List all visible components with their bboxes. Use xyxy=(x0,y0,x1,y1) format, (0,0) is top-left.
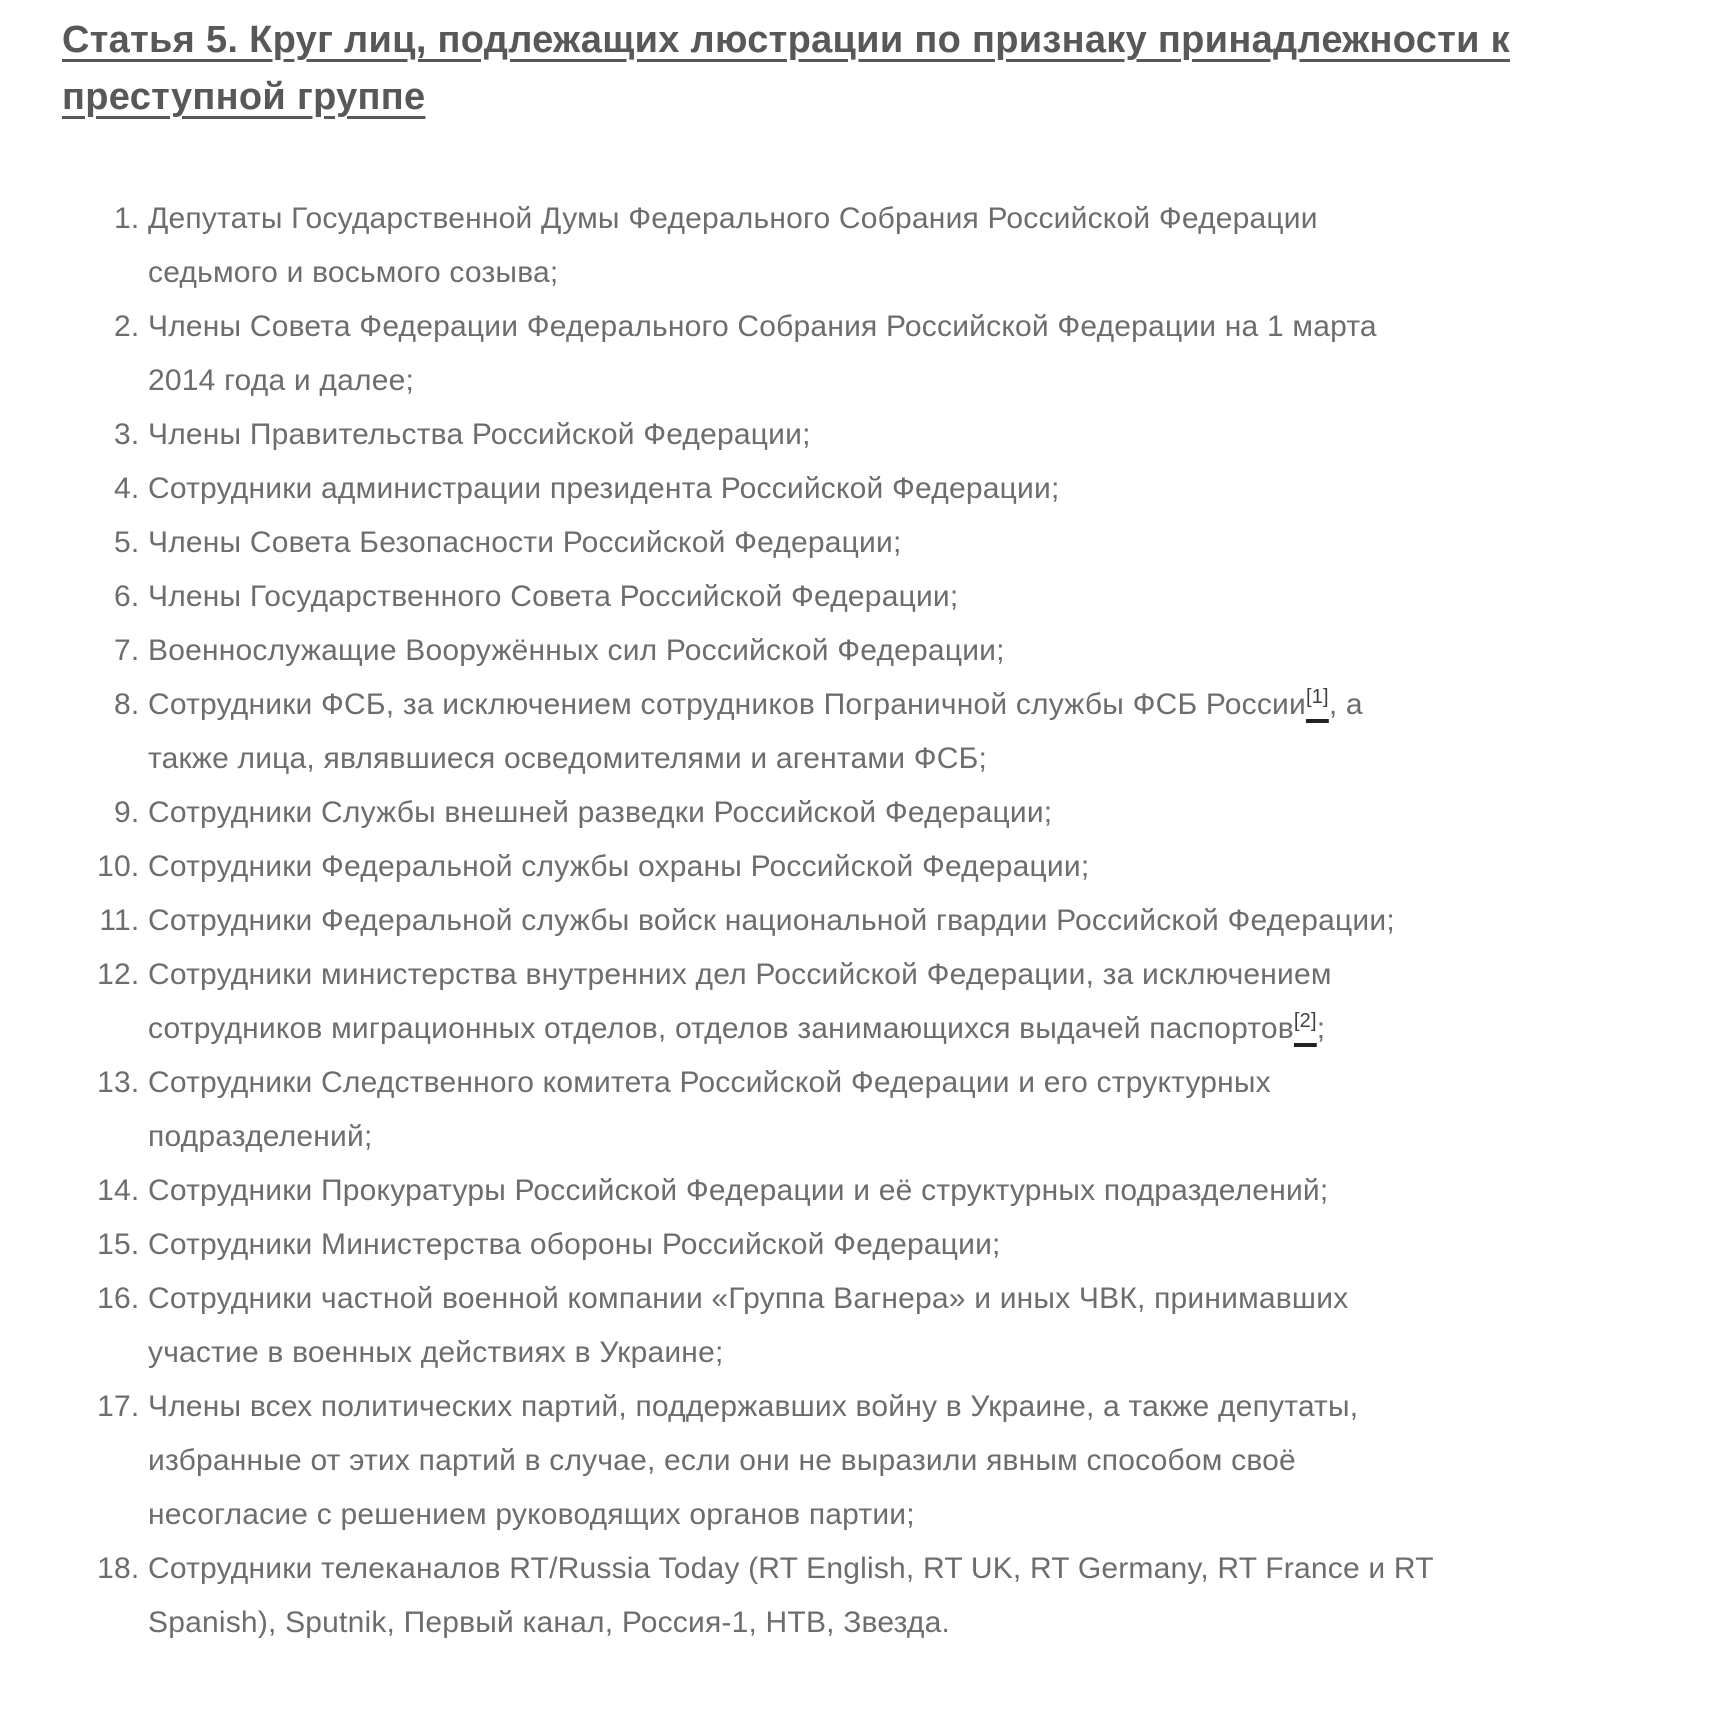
list-item-text: Сотрудники Министерства обороны Российской Федерации; xyxy=(148,1228,1001,1261)
list-item-text: Члены Совета Безопасности Российской Федерации; xyxy=(148,526,902,559)
list-item xyxy=(148,948,1448,1056)
list-item-text: Сотрудники Прокуратуры Российской Федерации и её структурных подразделений; xyxy=(148,1174,1329,1207)
list-item-text: Сотрудники телеканалов RT/Russia Today (RT English, RT UK, RT Germany, RT France и RT Spanish), Sputnik, Первый канал, Россия-1, НТВ, Звезда. xyxy=(148,1552,1434,1639)
list-item xyxy=(148,840,1448,894)
list-item-text: Сотрудники Службы внешней разведки Российской Федерации; xyxy=(148,796,1053,829)
list-item xyxy=(148,300,1448,408)
list-item xyxy=(148,570,1448,624)
lustration-list xyxy=(62,192,1692,1650)
list-item-text: Сотрудники Федеральной службы войск национальной гвардии Российской Федерации; xyxy=(148,904,1395,937)
list-item xyxy=(148,786,1448,840)
list-item-text: Члены Правительства Российской Федерации; xyxy=(148,418,811,451)
list-item xyxy=(148,192,1448,300)
list-item-text: Члены всех политических партий, поддержавших войну в Украине, а также депутаты, избранные от этих партий в случае, если они не выразили явным способом своё несогласие с решением руководящих органов партии; xyxy=(148,1390,1359,1531)
list-item xyxy=(148,462,1448,516)
list-item-text: Сотрудники частной военной компании «Группа Вагнера» и иных ЧВК, принимавших участие в военных действиях в Украине; xyxy=(148,1282,1349,1369)
list-item xyxy=(148,894,1448,948)
list-item xyxy=(148,1380,1448,1542)
list-item-text: Сотрудники Следственного комитета Российской Федерации и его структурных подразделений; xyxy=(148,1066,1271,1153)
list-item-text-after: , а также лица, являвшиеся осведомителями и агентами ФСБ; xyxy=(148,688,1363,775)
list-item xyxy=(148,678,1448,786)
footnote-marker: [2] xyxy=(1293,1010,1317,1032)
list-item xyxy=(148,408,1448,462)
list-item-text: Депутаты Государственной Думы Федерального Собрания Российской Федерации седьмого и восьмого созыва; xyxy=(148,202,1318,289)
list-item-text: Военнослужащие Вооружённых сил Российской Федерации; xyxy=(148,634,1005,667)
list-item-text-after: ; xyxy=(1316,1012,1326,1045)
list-item xyxy=(148,1056,1448,1164)
article-heading: Статья 5. Круг лиц, подлежащих люстрации по признаку принадлежности к преступной группе xyxy=(62,19,1510,118)
list-item-text: Сотрудники Федеральной службы охраны Российской Федерации; xyxy=(148,850,1090,883)
footnote-marker: [1] xyxy=(1305,686,1329,708)
list-item-text: Сотрудники администрации президента Российской Федерации; xyxy=(148,472,1060,505)
list-item-text: Члены Совета Федерации Федерального Собрания Российской Федерации на 1 марта 2014 года и далее; xyxy=(148,310,1377,397)
list-item-text: Члены Государственного Совета Российской Федерации; xyxy=(148,580,959,613)
list-item xyxy=(148,1542,1448,1650)
list-item-text: Сотрудники министерства внутренних дел Российской Федерации, за исключением сотрудников миграционных отделов, отделов занимающихся выдачей паспортов xyxy=(148,958,1332,1045)
list-item xyxy=(148,624,1448,678)
footnote-link[interactable] xyxy=(1306,688,1329,721)
list-item-text: Сотрудники ФСБ, за исключением сотрудников Пограничной службы ФСБ России xyxy=(148,688,1306,721)
footnote-link[interactable] xyxy=(1294,1012,1317,1045)
list-item xyxy=(148,1218,1448,1272)
list-item xyxy=(148,516,1448,570)
list-item xyxy=(148,1272,1448,1380)
list-item xyxy=(148,1164,1448,1218)
